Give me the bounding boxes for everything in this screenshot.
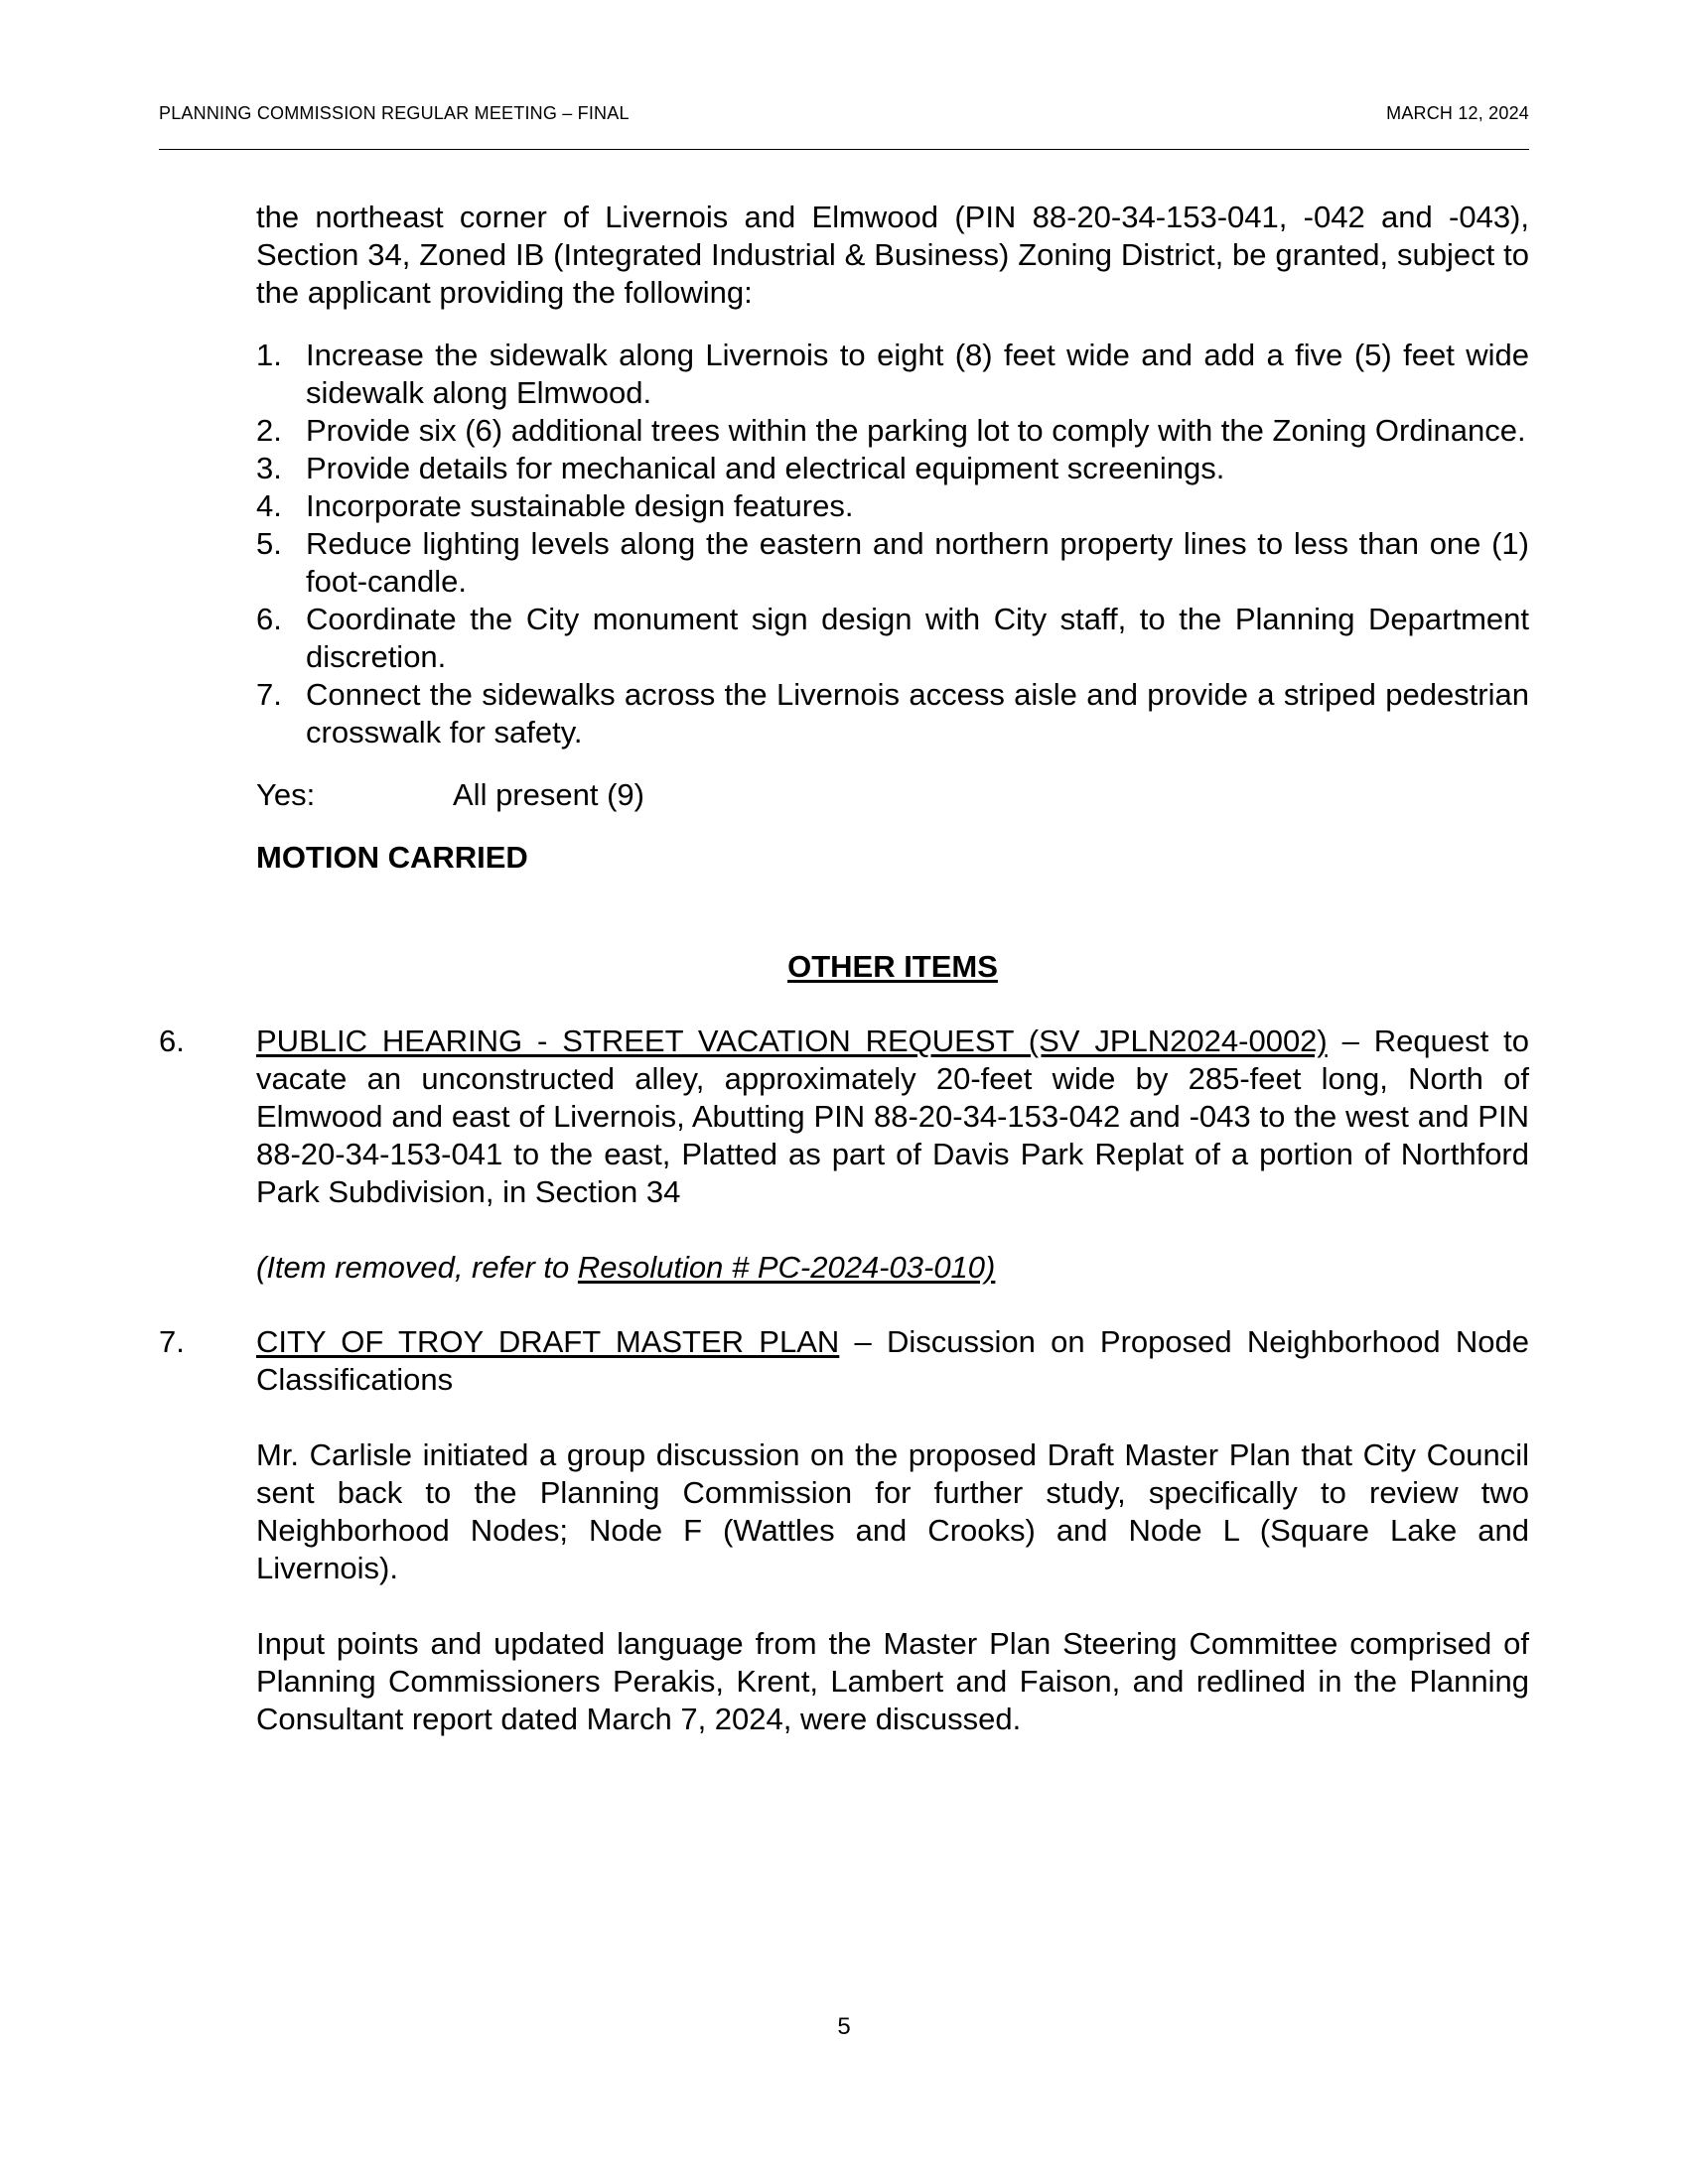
condition-number: 1.: [256, 338, 282, 372]
header-title: PLANNING COMMISSION REGULAR MEETING – FINAL: [159, 103, 630, 123]
item-number: 7.: [159, 1324, 185, 1359]
item-title: PUBLIC HEARING - STREET VACATION REQUEST (SV JPLN2024-0002): [256, 1024, 1328, 1058]
condition-text: Reduce lighting levels along the eastern and northern property lines to less than one (1) foot-candle.: [306, 526, 1529, 599]
page-number: 5: [837, 2013, 851, 2040]
item-description: [256, 1323, 1529, 1399]
condition-item: [256, 450, 1529, 487]
condition-item: [256, 487, 1529, 525]
item-title: CITY OF TROY DRAFT MASTER PLAN: [256, 1324, 840, 1359]
item-description: [256, 1023, 1529, 1211]
condition-item: [256, 525, 1529, 601]
condition-text: Provide six (6) additional trees within the parking lot to comply with the Zoning Ordinance.: [306, 413, 1526, 448]
condition-number: 4.: [256, 488, 282, 523]
condition-item: [256, 601, 1529, 676]
header-rule: [159, 149, 1529, 150]
condition-text: Connect the sidewalks across the Livernois access aisle and provide a striped pedestrian crosswalk for safety.: [306, 677, 1529, 750]
condition-number: 7.: [256, 677, 282, 712]
condition-number: 6.: [256, 602, 282, 636]
discussion-paragraph: Mr. Carlisle initiated a group discussion on the proposed Draft Master Plan that City Council sent back to the Planning Commission for further study, specifically to review two Neighborhood Nodes; Node F (Wattles and Crooks) and Node L (Square Lake and Livernois).: [256, 1437, 1529, 1585]
agenda-item-7: [159, 1323, 1529, 1738]
condition-text: Incorporate sustainable design features.: [306, 488, 854, 523]
discussion-paragraph: Input points and updated language from the Master Plan Steering Committee comprised of Planning Commissioners Perakis, Krent, Lambert and Faison, and redlined in the Planning Consultant report dated March 7, 2024, were discussed.: [256, 1626, 1529, 1736]
section-heading: [256, 948, 1529, 986]
condition-item: [256, 412, 1529, 450]
section-heading-text: OTHER ITEMS: [787, 949, 998, 984]
motion-result: MOTION CARRIED: [256, 840, 528, 875]
vote-label: Yes:: [256, 777, 316, 812]
condition-item: [256, 676, 1529, 751]
item-detail: – Request to vacate an unconstructed alley, approximately 20-feet wide by 285-feet long, North of Elmwood and east of Livernois, Abutting PIN 88-20-34-153-042 and -043 to the west and PIN 88-20-34-153-041 to the east, Platted as part of Davis Park Replat of a portion of Northford Park Subdivision, in Section 34: [256, 1024, 1529, 1209]
condition-text: Coordinate the City monument sign design with City staff, to the Planning Department discretion.: [306, 602, 1529, 674]
vote-row: [256, 776, 1529, 814]
resolution-link[interactable]: Resolution # PC-2024-03-010): [577, 1250, 996, 1285]
condition-item: [256, 337, 1529, 412]
condition-text: Increase the sidewalk along Livernois to eight (8) feet wide and add a five (5) feet wide sidewalk along Elmwood.: [306, 338, 1529, 410]
condition-number: 5.: [256, 526, 282, 561]
condition-text: Provide details for mechanical and electrical equipment screenings.: [306, 451, 1225, 485]
agenda-item-6: [159, 1023, 1529, 1287]
motion-block: [256, 199, 1529, 877]
conditions-list: [256, 337, 1529, 751]
item-number: 6.: [159, 1024, 185, 1058]
header-date: MARCH 12, 2024: [1386, 103, 1529, 123]
item-detail: – Discussion on Proposed Neighborhood Node Classifications: [256, 1324, 1529, 1397]
item-note: [256, 1249, 1529, 1287]
condition-number: 2.: [256, 413, 282, 448]
item-note-prefix: (Item removed, refer to: [256, 1250, 578, 1285]
intro-paragraph: the northeast corner of Livernois and Elmwood (PIN 88-20-34-153-041, -042 and -043), Section 34, Zoned IB (Integrated Industrial & Business) Zoning District, be granted, subject to the applicant providing the following:: [256, 200, 1529, 310]
vote-value: All present (9): [453, 777, 644, 812]
condition-number: 3.: [256, 451, 282, 485]
